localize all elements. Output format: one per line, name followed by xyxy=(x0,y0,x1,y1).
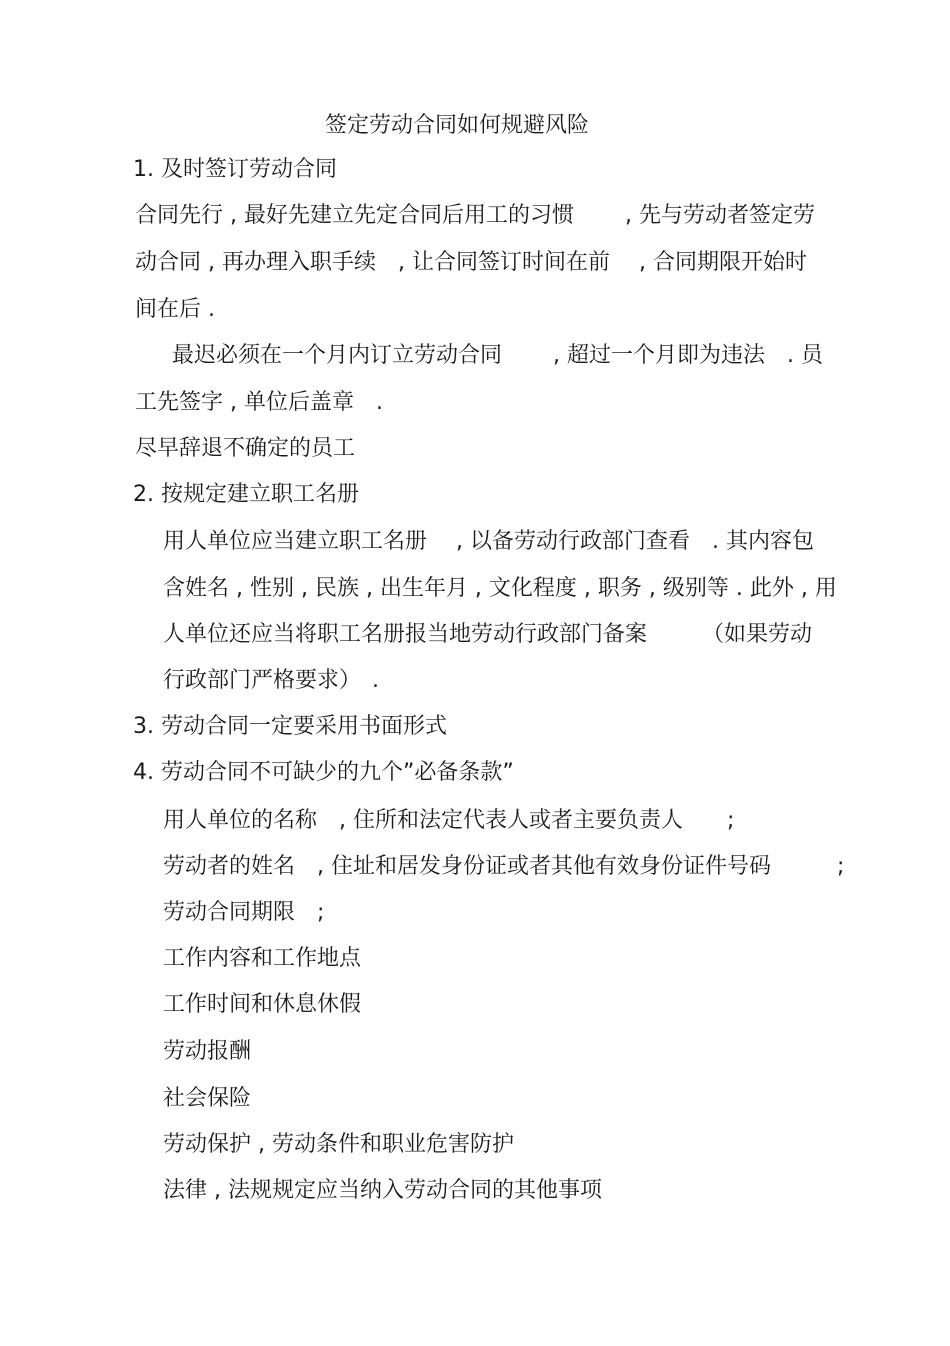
paragraph-line: 尽早辞退不确定的员工 xyxy=(135,436,356,461)
paragraph-line: 含姓名 , 性别 , 民族 , 出生年月 , 文化程度 , 职务 , 级别等 . 此外 , 用 xyxy=(163,576,837,601)
document-title: 签定劳动合同如何规避风险 xyxy=(325,113,590,138)
section-4-heading: 4. 劳动合同不可缺少的九个”必备条款” xyxy=(133,760,514,785)
section-3-heading: 3. 劳动合同一定要采用书面形式 xyxy=(133,714,447,739)
paragraph-line: 人单位还应当将职工名册报当地劳动行政部门备案 （如果劳动 xyxy=(163,622,813,647)
list-item: 工作内容和工作地点 xyxy=(163,946,362,971)
paragraph-line: 动合同 , 再办理入职手续 , 让合同签订时间在前 , 合同期限开始时 xyxy=(135,250,807,275)
paragraph-line: 工先签字 , 单位后盖章 . xyxy=(135,390,383,415)
paragraph-line: 间在后 . xyxy=(135,297,215,322)
list-item: 法律 , 法规规定应当纳入劳动合同的其他事项 xyxy=(163,1178,602,1203)
paragraph-line: 合同先行 , 最好先建立先定合同后用工的习惯 , 先与劳动者签定劳 xyxy=(135,203,815,228)
section-1-heading: 1. 及时签订劳动合同 xyxy=(133,157,337,182)
list-item: 劳动保护 , 劳动条件和职业危害防护 xyxy=(163,1132,514,1157)
list-item: 社会保险 xyxy=(163,1086,252,1111)
paragraph-line: 行政部门严格要求） . xyxy=(163,668,379,693)
list-item: 劳动合同期限 ; xyxy=(163,900,325,925)
list-item: 劳动报酬 xyxy=(163,1039,252,1064)
section-2-heading: 2. 按规定建立职工名册 xyxy=(133,482,359,507)
paragraph-line: 最迟必须在一个月内订立劳动合同 , 超过一个月即为违法 . 员 xyxy=(172,343,823,368)
list-item: 工作时间和休息休假 xyxy=(163,992,362,1017)
list-item: 用人单位的名称 , 住所和法定代表人或者主要负责人 ; xyxy=(163,808,735,833)
list-item: 劳动者的姓名 , 住址和居发身份证或者其他有效身份证件号码 ; xyxy=(163,854,845,879)
paragraph-line: 用人单位应当建立职工名册 , 以备劳动行政部门查看 . 其内容包 xyxy=(163,529,814,554)
